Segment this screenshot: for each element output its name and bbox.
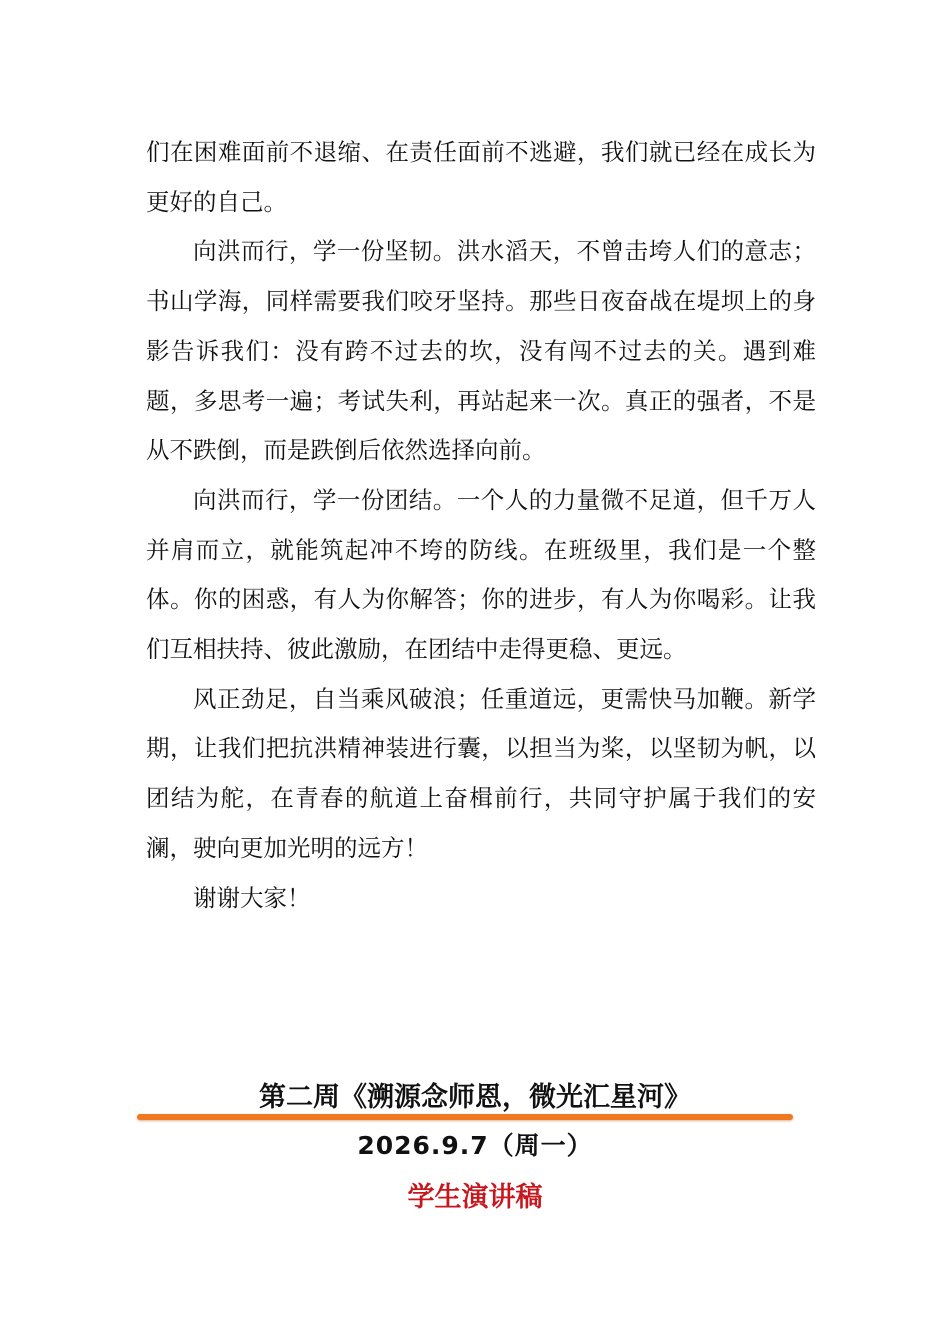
week-title: 第二周《溯源念师恩，微光汇星河》 — [259, 1082, 691, 1113]
paragraph-closing: 风正劲足，自当乘风破浪；任重道远，更需快马加鞭。新学期，让我们把抗洪精神装进行囊，以担当为桨，以坚韧为帆，以团结为舵，在青春的航道上奋楫前行，共同守护属于我们的安澜，驶向更加光明的远方！ — [146, 684, 816, 862]
speech-type-label: 学生演讲稿 — [407, 1182, 543, 1213]
paragraph-continued: 们在困难面前不退缩、在责任面前不逃避，我们就已经在成长为更好的自己。 — [146, 138, 816, 216]
next-speech-heading — [0, 1078, 950, 1218]
speech-date: 2026.9.7（周一） — [357, 1131, 593, 1160]
paragraph-resilience: 向洪而行，学一份坚韧。洪水滔天，不曾击垮人们的意志；书山学海，同样需要我们咬牙坚持。那些日夜奋战在堤坝上的身影告诉我们：没有跨不过去的坎，没有闯不过去的关。遇到难题，多思考一遍；考试失利，再站起来一次。真正的强者，不是从不跌倒，而是跌倒后依然选择向前。 — [146, 237, 816, 465]
speech-body — [146, 128, 816, 923]
paragraph-thanks: 谢谢大家！ — [193, 883, 311, 912]
paragraph-unity: 向洪而行，学一份团结。一个人的力量微不足道，但千万人并肩而立，就能筑起冲不垮的防线。在班级里，我们是一个整体。你的困惑，有人为你解答；你的进步，有人为你喝彩。让我们互相扶持、彼此激励，在团结中走得更稳、更远。 — [146, 485, 816, 664]
